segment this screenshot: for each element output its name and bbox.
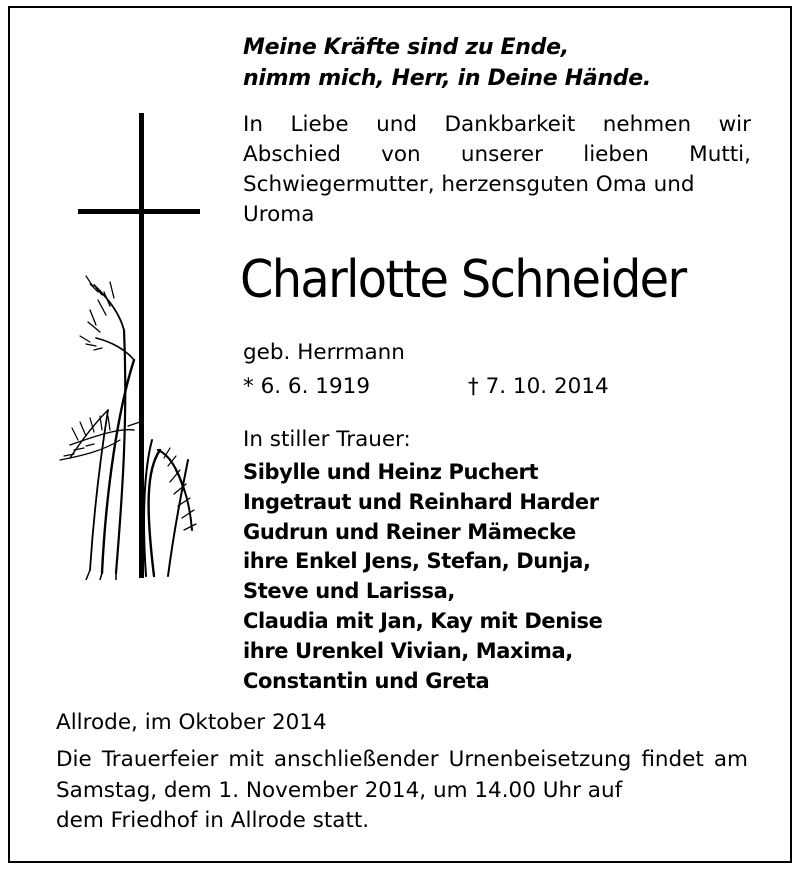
bible-quote [243, 32, 651, 94]
funeral-notice-last-line: dem Friedhof in Allrode statt. [56, 808, 370, 833]
funeral-notice [56, 745, 748, 837]
intro-last-line: Uroma [243, 202, 315, 227]
mourner-line: Claudia mit Jan, Kay mit Denise [243, 608, 603, 633]
funeral-notice-body: Die Trauerfeier mit anschließender Urnenbeisetzung findet am Samstag, dem 1. November 2014, um 14.00 Uhr auf [56, 747, 748, 803]
mourning-label: In stiller Trauer: [243, 427, 411, 452]
intro-text [243, 110, 751, 230]
mourner-line: ihre Urenkel Vivian, Maxima, [243, 638, 573, 663]
mourners-list [243, 458, 603, 696]
mourner-line: Gudrun und Reiner Mämecke [243, 519, 576, 544]
maiden-name: geb. Herrmann [243, 340, 405, 365]
intro-body: In Liebe und Dankbarkeit nehmen wir Abschied von unserer lieben Mutti, Schwiegermutter, herzensguten Oma und [243, 112, 751, 197]
mourner-line: Constantin und Greta [243, 668, 490, 693]
cross-wheat-illustration [50, 110, 230, 580]
mourner-line: Ingetraut und Reinhard Harder [243, 489, 599, 514]
mourner-line: Sibylle und Heinz Puchert [243, 460, 539, 484]
wheat-icon [60, 276, 196, 580]
mourner-line: Steve und Larissa, [243, 579, 455, 604]
place-date: Allrode, im Oktober 2014 [56, 710, 327, 735]
deceased-name: Charlotte Schneider [240, 250, 686, 310]
quote-line-2: nimm mich, Herr, in Deine Hände. [243, 66, 651, 91]
quote-line-1: Meine Kräfte sind zu Ende, [243, 35, 569, 60]
death-date: † 7. 10. 2014 [468, 374, 609, 399]
mourner-line: ihre Enkel Jens, Stefan, Dunja, [243, 549, 591, 574]
birth-date: * 6. 6. 1919 [243, 374, 370, 399]
